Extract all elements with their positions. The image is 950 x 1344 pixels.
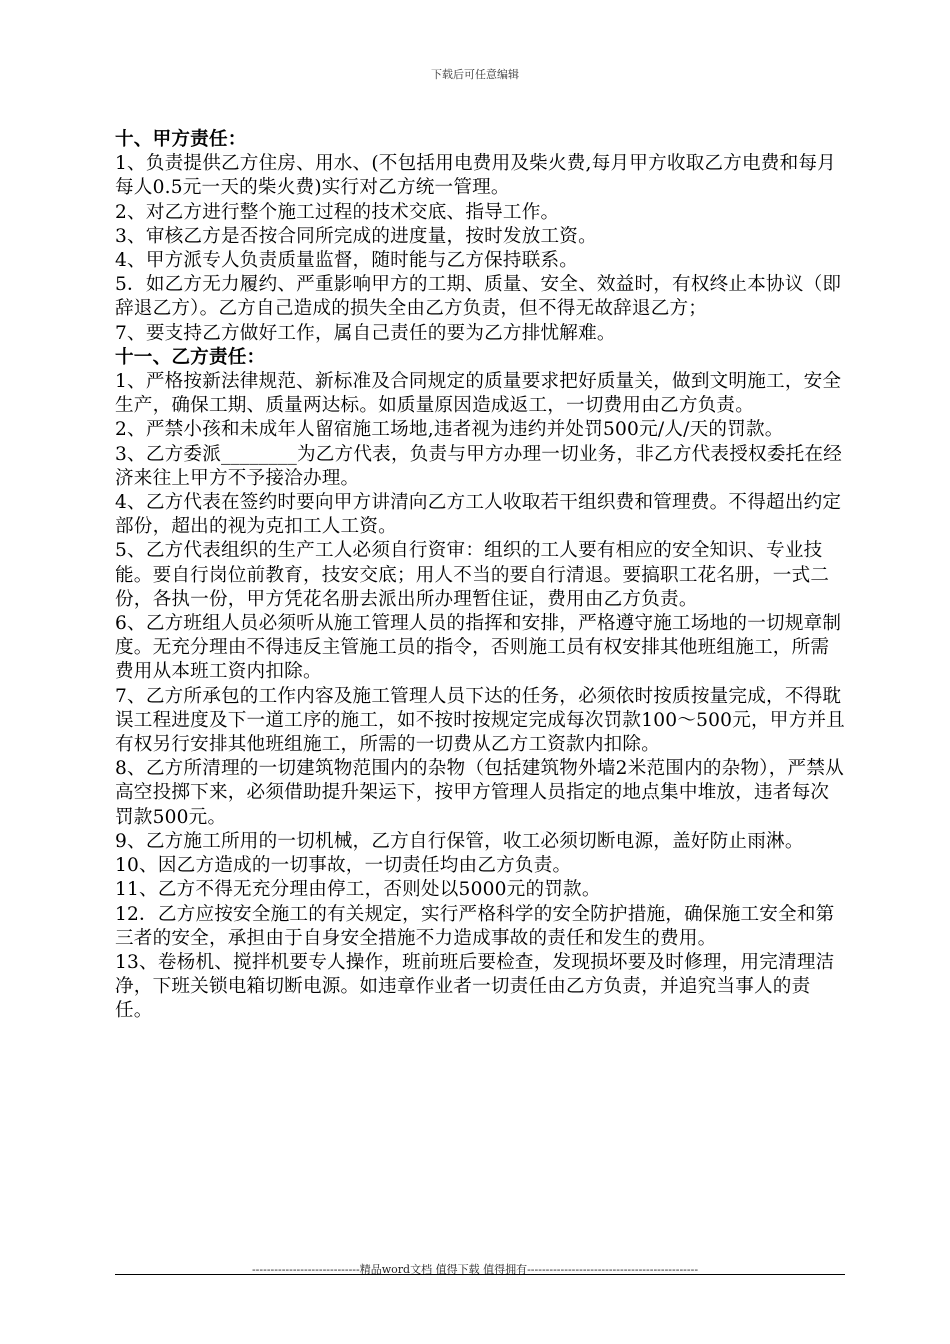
- section-heading-party-b: 十一、乙方责任：: [115, 346, 266, 368]
- clause: 8、乙方所清理的一切建筑物范围内的杂物（包括建筑物外墙2米范围内的杂物），严禁从高空投掷下来，必须借助提升架运下，按甲方管理人员指定的地点集中堆放，违者每次罚款500元。: [115, 758, 844, 828]
- clause: 1、严格按新法律规范、新标准及合同规定的质量要求把好质量关，做到文明施工，安全生产，确保工期、质量两达标。如质量原因造成返工，一切费用由乙方负责。: [115, 371, 842, 417]
- clause: 4、甲方派专人负责质量监督，随时能与乙方保持联系。: [115, 250, 579, 272]
- footer-rule: [115, 1274, 845, 1275]
- clause: 4、乙方代表在签约时要向甲方讲清向乙方工人收取若干组织费和管理费。不得超出约定部份，超出的视为克扣工人工资。: [115, 492, 842, 538]
- clause: 9、乙方施工所用的一切机械，乙方自行保管，收工必须切断电源，盖好防止雨淋。: [115, 830, 804, 852]
- clause: 5．如乙方无力履约、严重影响甲方的工期、质量、安全、效益时，有权终止本协议（即辞退乙方）。乙方自己造成的损失全由乙方负责，但不得无故辞退乙方；: [115, 274, 842, 320]
- document-body: [115, 128, 845, 1024]
- clause: 3、乙方委派________为乙方代表，负责与甲方办理一切业务，非乙方代表授权委托在经济来往上甲方不予接洽办理。: [115, 443, 842, 489]
- clause: 11、乙方不得无充分理由停工，否则处以5000元的罚款。: [115, 879, 601, 901]
- clause: 2、严禁小孩和未成年人留宿施工场地,违者视为违约并处罚500元/人/天的罚款。: [115, 419, 784, 441]
- clause: 10、因乙方造成的一切事故，一切责任均由乙方负责。: [115, 855, 572, 877]
- section-heading-party-a: 十、甲方责任：: [115, 129, 247, 150]
- page-footer: -----------------------------精品word文档 值得下载 值得拥有----------------------------------------------: [251, 1263, 699, 1276]
- clause: 6、乙方班组人员必须听从施工管理人员的指挥和安排，严格遵守施工场地的一切规章制度。无充分理由不得违反主管施工员的指令，否则施工员有权安排其他班组施工，所需费用从本班工资内扣除。: [115, 613, 842, 683]
- clause: 12．乙方应按安全施工的有关规定，实行严格科学的安全防护措施，确保施工安全和第三者的安全，承担由于自身安全措施不力造成事故的责任和发生的费用。: [115, 903, 835, 949]
- clause: 3、审核乙方是否按合同所完成的进度量，按时发放工资。: [115, 225, 597, 247]
- clause: 7、乙方所承包的工作内容及施工管理人员下达的任务，必须依时按质按量完成，不得耽误工程进度及下一道工序的施工，如不按时按规定完成每次罚款100～500元，甲方并且有权另行安排其他班组施工，所需的一切费从乙方工资款内扣除。: [115, 685, 845, 756]
- page-header: 下载后可任意编辑: [431, 68, 519, 81]
- clause: 2、对乙方进行整个施工过程的技术交底、指导工作。: [115, 201, 560, 223]
- clause: 5、乙方代表组织的生产工人必须自行资审：组织的工人要有相应的安全知识、专业技能。要自行岗位前教育，技安交底；用人不当的要自行清退。要搞职工花名册，一式二份，各执一份，甲方凭花名册去派出所办理暂住证，费用由乙方负责。: [115, 540, 830, 610]
- clause: 13、卷杨机、搅拌机要专人操作，班前班后要检查，发现损坏要及时修理，用完清理洁净，下班关锁电箱切断电源。如违章作业者一切责任由乙方负责，并追究当事人的责任。: [115, 951, 835, 1022]
- clause: 7、要支持乙方做好工作，属自己责任的要为乙方排忧解难。: [115, 322, 616, 344]
- clause: 1、负责提供乙方住房、用水、(不包括用电费用及柴火费,每月甲方收取乙方电费和每月每人0.5元一天的柴火费)实行对乙方统一管理。: [115, 153, 836, 199]
